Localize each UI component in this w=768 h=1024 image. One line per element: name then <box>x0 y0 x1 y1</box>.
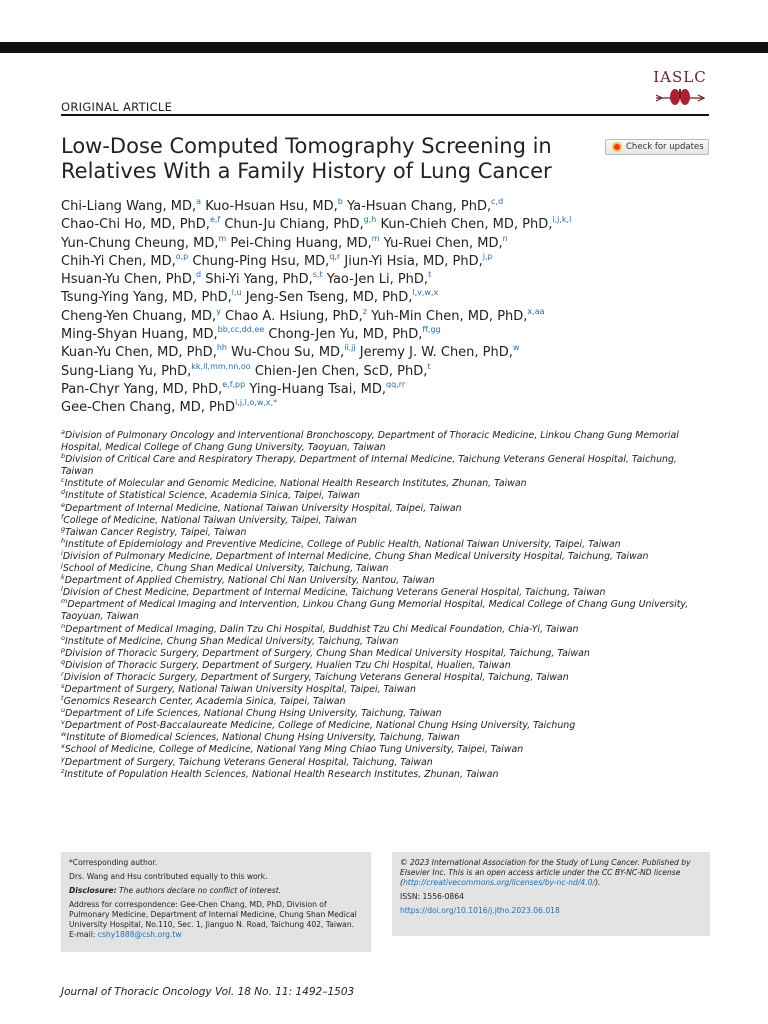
author-affiliation-marker[interactable]: i,j,k,l <box>552 215 572 225</box>
affiliation-item <box>61 657 711 672</box>
affiliation-text: Division of Chest Medicine, Department of Internal Medicine, Taichung Veterans General Hospital, Taichung, Taiwan <box>62 587 606 599</box>
affiliation-marker: z <box>61 766 65 775</box>
author-name: Jeremy J. W. Chen, PhD, <box>355 345 513 361</box>
affiliation-item <box>61 575 711 587</box>
author-line <box>61 289 721 307</box>
affiliation-text: Department of Surgery, National Taiwan University Hospital, Taipei, Taiwan <box>64 683 416 695</box>
doi-link[interactable]: https://doi.org/10.1016/j.jtho.2023.06.018 <box>400 906 560 915</box>
author-name: Pan-Chyr Yang, MD, PhD, <box>61 381 223 397</box>
affiliation-marker: x <box>61 742 65 751</box>
author-affiliation-marker[interactable]: s,t <box>312 270 323 280</box>
disclosure-label: Disclosure: <box>69 886 117 895</box>
author-line <box>61 271 721 289</box>
author-name: Kuan-Yu Chen, MD, PhD, <box>61 345 217 361</box>
affiliation-text: Department of Life Sciences, National Chung Hsing University, Taichung, Taiwan <box>65 708 442 720</box>
affiliation-marker: t <box>61 694 64 703</box>
author-name: Gee-Chen Chang, MD, PhD <box>61 400 236 416</box>
affiliation-text: Institute of Biomedical Sciences, National Chung Hsing University, Taichung, Taiwan <box>66 732 460 744</box>
author-name: Ming-Shyan Huang, MD, <box>61 327 218 343</box>
title-line: Low-Dose Computed Tomography Screening in <box>61 134 552 158</box>
author-affiliation-marker[interactable]: bb,cc,dd,ee <box>217 325 265 335</box>
author-line <box>61 253 721 271</box>
affiliation-marker: o <box>61 633 65 642</box>
author-name: Yao-Jen Li, PhD, <box>322 272 429 288</box>
disclosure-text: The authors declare no conflict of interest. <box>116 886 282 895</box>
email-link[interactable]: cshy1888@csh.org.tw <box>97 930 182 939</box>
affiliation-text: Institute of Molecular and Genomic Medicine, National Health Research Institutes, Zhunan, Taiwan <box>64 478 527 490</box>
affiliation-item <box>61 681 711 696</box>
author-name: Ya-Hsuan Chang, PhD, <box>342 199 492 214</box>
author-affiliation-marker[interactable]: t <box>428 270 432 280</box>
author-name: Chien-Jen Chen, ScD, PhD, <box>250 363 428 379</box>
author-name: Chi-Liang Wang, MD, <box>61 199 197 214</box>
affiliation-marker: w <box>61 730 67 739</box>
author-affiliation-marker[interactable]: j,p <box>482 251 493 261</box>
author-affiliation-marker[interactable]: t <box>427 361 431 371</box>
author-affiliation-marker[interactable]: l,v,w,x <box>412 288 439 298</box>
affiliation-item <box>61 766 711 781</box>
correspondence-address <box>69 900 363 940</box>
affiliation-item <box>61 512 711 527</box>
article-type: ORIGINAL ARTICLE <box>61 100 173 114</box>
author-name: Kuo-Hsuan Hsu, MD, <box>201 199 338 214</box>
affiliation-marker: u <box>61 706 66 715</box>
author-name: Kun-Chieh Chen, MD, PhD, <box>376 217 553 233</box>
author-name: Chun-Ju Chiang, PhD, <box>220 217 364 233</box>
article-title <box>61 134 591 184</box>
author-affiliation-marker[interactable]: c,d <box>491 197 504 206</box>
affiliation-marker: h <box>61 536 66 545</box>
affiliation-marker: l <box>61 585 63 594</box>
license-close: ). <box>595 878 601 887</box>
author-affiliation-marker[interactable]: y <box>216 306 221 316</box>
disclosure-note <box>69 886 363 896</box>
author-name: Chao-Chi Ho, MD, PhD, <box>61 217 210 233</box>
affiliation-item <box>61 536 711 551</box>
affiliation-marker: v <box>61 718 65 727</box>
author-affiliation-marker[interactable]: m <box>371 233 380 243</box>
affiliation-item <box>61 754 711 769</box>
affiliation-text: Division of Pulmonary Medicine, Department of Internal Medicine, Chung Shan Medical University Hospital, Taichung, Taiwan <box>62 550 649 562</box>
affiliation-text: Department of Applied Chemistry, National Chi Nan University, Nantou, Taiwan <box>64 575 435 587</box>
author-name: Yun-Chung Cheung, MD, <box>61 235 219 251</box>
author-affiliation-marker[interactable]: l,u <box>231 288 242 298</box>
affiliation-text: College of Medicine, National Taiwan University, Taipei, Taiwan <box>63 514 357 526</box>
license-link[interactable]: http://creativecommons.org/licenses/by-nc-nd/4.0/ <box>402 878 596 887</box>
author-affiliation-marker[interactable]: n <box>502 233 508 243</box>
affiliation-marker: p <box>61 645 66 654</box>
author-affiliation-marker[interactable]: i,j,l,o,w,x,* <box>235 398 278 408</box>
affiliation-text: Department of Post-Baccalaureate Medicine, College of Medicine, National Chung Hsing University, Taichung <box>64 720 576 732</box>
affiliation-marker: e <box>61 500 65 509</box>
crossmark-icon <box>612 142 622 152</box>
affiliation-text: Division of Thoracic Surgery, Department of Surgery, Chung Shan Medical University Hospital, Taichung, Taiwan <box>65 647 590 659</box>
affiliation-item <box>61 732 711 744</box>
check-for-updates-button[interactable] <box>605 139 709 155</box>
article-header <box>61 96 709 115</box>
author-line <box>61 399 721 417</box>
affiliation-marker: a <box>61 428 65 436</box>
lungs-icon <box>654 87 706 107</box>
author-name: Sung-Liang Yu, PhD, <box>61 363 192 379</box>
author-affiliation-marker[interactable]: a <box>196 197 202 206</box>
affiliation-item <box>61 548 711 563</box>
affiliation-text: Division of Thoracic Surgery, Department of Surgery, Taichung Veterans General Hospital, Taichung, Taiwan <box>63 671 569 683</box>
affiliation-marker: g <box>61 524 66 533</box>
affiliation-marker: b <box>61 452 66 461</box>
author-name: Chao A. Hsiung, PhD, <box>220 308 363 324</box>
affiliation-text: Institute of Medicine, Chung Shan Medical University, Taichung, Taiwan <box>64 635 399 647</box>
author-list <box>61 198 721 418</box>
affiliation-text: Division of Critical Care and Respiratory Therapy, Department of Internal Medicine, Taichung Veterans General Hospital, Taichung, Taiwan <box>61 454 677 478</box>
author-affiliation-marker[interactable]: hh <box>216 343 227 353</box>
affiliation-text: Institute of Statistical Science, Academia Sinica, Taipei, Taiwan <box>65 490 360 502</box>
affiliation-item <box>61 599 711 623</box>
author-line <box>61 216 721 234</box>
author-affiliation-marker[interactable]: g,h <box>363 215 377 225</box>
copyright-note <box>400 858 702 888</box>
author-name: Tsung-Ying Yang, MD, PhD, <box>61 290 232 306</box>
affiliation-item <box>61 587 711 599</box>
affiliation-text: Department of Internal Medicine, National Taiwan University Hospital, Taipei, Taiwan <box>65 502 462 514</box>
author-affiliation-marker[interactable]: z <box>362 306 367 316</box>
author-affiliation-marker[interactable]: d <box>196 270 202 280</box>
author-affiliation-marker[interactable]: w <box>512 343 520 353</box>
affiliation-text: Division of Pulmonary Oncology and Interventional Bronchoscopy, Department of Thoracic Medicine, Linkou Chang Gung Memorial Hospital, Medical College of Chang Gung University, Taoyuan, Taiwan <box>61 430 679 454</box>
author-name: Ying-Huang Tsai, MD, <box>245 381 386 397</box>
affiliation-text: Institute of Population Health Sciences, National Health Research Institutes, Zhunan, Taiwan <box>64 768 499 780</box>
affiliation-marker: f <box>61 512 64 521</box>
affiliation-item <box>61 744 711 756</box>
author-name: Pei-Ching Huang, MD, <box>226 235 372 251</box>
affiliation-list <box>61 430 711 781</box>
author-affiliation-marker[interactable]: b <box>337 197 343 206</box>
author-name: Cheng-Yen Chuang, MD, <box>61 308 217 324</box>
affiliation-item <box>61 478 711 490</box>
affiliation-marker: k <box>61 573 65 582</box>
author-notes-box <box>61 852 371 952</box>
header-rule <box>61 114 709 116</box>
affiliation-item <box>61 454 711 478</box>
author-name: Chih-Yi Chen, MD, <box>61 253 176 269</box>
affiliation-text: Department of Medical Imaging, Dalin Tzu Chi Hospital, Buddhist Tzu Chi Medical Foundation, Chia-Yi, Taiwan <box>65 623 579 635</box>
affiliation-item <box>61 500 711 515</box>
equal-contribution-note: Drs. Wang and Hsu contributed equally to this work. <box>69 872 268 881</box>
affiliation-text: Division of Thoracic Surgery, Department of Surgery, Hualien Tzu Chi Hospital, Hualien, Taiwan <box>65 659 511 671</box>
affiliation-marker: d <box>61 488 66 497</box>
author-affiliation-marker[interactable]: o,p <box>175 251 189 261</box>
affiliation-text: Taiwan Cancer Registry, Taipei, Taiwan <box>65 526 247 538</box>
title-line: Relatives With a Family History of Lung Cancer <box>61 159 552 183</box>
author-name: Chung-Ping Hsu, MD, <box>188 253 330 269</box>
author-name: Yu-Ruei Chen, MD, <box>379 235 503 251</box>
author-line <box>61 235 721 253</box>
affiliation-marker: n <box>61 621 66 630</box>
author-line <box>61 363 721 381</box>
affiliation-marker: j <box>61 561 63 570</box>
affiliation-item <box>61 645 711 660</box>
affiliation-item <box>61 633 711 648</box>
affiliation-text: Department of Medical Imaging and Intervention, Linkou Chang Gung Memorial Hospital, Medical College of Chang Gung University, Taoyuan, Taiwan <box>61 599 689 623</box>
affiliation-marker: c <box>61 476 65 485</box>
author-affiliation-marker[interactable]: m <box>218 233 227 243</box>
affiliation-text: Department of Surgery, Taichung Veterans General Hospital, Taichung, Taiwan <box>64 756 433 768</box>
affiliation-marker: q <box>61 657 66 666</box>
author-affiliation-marker[interactable]: ii,jj <box>344 343 356 353</box>
affiliation-marker: s <box>61 681 65 690</box>
author-name: Yuh-Min Chen, MD, PhD, <box>366 308 528 324</box>
affiliation-item <box>61 720 711 732</box>
journal-logo <box>650 68 710 112</box>
author-affiliation-marker[interactable]: q,r <box>329 251 341 261</box>
author-line <box>61 326 721 344</box>
affiliation-marker: m <box>61 597 68 606</box>
author-affiliation-marker[interactable]: e,f <box>209 215 221 225</box>
affiliation-text: School of Medicine, College of Medicine, National Yang Ming Chiao Tung University, Taipei, Taiwan <box>64 744 524 756</box>
issn: ISSN: 1556-0864 <box>400 892 464 901</box>
author-name: Wu-Chou Su, MD, <box>226 345 345 361</box>
author-line <box>61 381 721 399</box>
affiliation-text: School of Medicine, Chung Shan Medical University, Taichung, Taiwan <box>62 563 389 575</box>
author-affiliation-marker[interactable]: qq,rr <box>386 379 406 389</box>
author-affiliation-marker[interactable]: x,aa <box>527 306 545 316</box>
author-affiliation-marker[interactable]: e,f,pp <box>222 379 246 389</box>
logo-text: IASLC <box>653 68 707 86</box>
affiliation-marker: i <box>61 548 63 557</box>
affiliation-item <box>61 563 711 575</box>
journal-citation: Journal of Thoracic Oncology Vol. 18 No. 11: 1492–1503 <box>61 986 355 998</box>
author-line <box>61 344 721 362</box>
corresponding-note: *Corresponding author. <box>69 858 158 867</box>
author-name: Jeng-Sen Tseng, MD, PhD, <box>241 290 413 306</box>
license-box <box>392 852 710 936</box>
top-bar <box>0 42 768 53</box>
author-name: Chong-Jen Yu, MD, PhD, <box>264 327 423 343</box>
author-name: Hsuan-Yu Chen, PhD, <box>61 272 197 288</box>
author-affiliation-marker[interactable]: kk,ll,mm,nn,oo <box>191 361 251 371</box>
affiliation-item <box>61 490 711 502</box>
affiliation-marker: y <box>61 754 65 763</box>
affiliation-item <box>61 696 711 708</box>
affiliation-item <box>61 430 711 454</box>
address-text: Address for correspondence: Gee-Chen Chang, MD, PhD, Division of Pulmonary Medicine, Department of Internal Medicine, Chung Shan Medical University Hospital, No.110, Sec. 1, Jianguo N. Road, Taichung 402, Taiwan. E-mail: <box>69 900 357 939</box>
affiliation-text: Genomics Research Center, Academia Sinica, Taipei, Taiwan <box>63 696 346 708</box>
affiliation-item <box>61 669 711 684</box>
affiliation-item <box>61 621 711 636</box>
author-line <box>61 198 721 216</box>
license-text: © 2023 International Association for the Study of Lung Cancer. Published by Elsevier Inc. This is an open access article under the CC BY-NC-ND license ( <box>400 858 691 887</box>
author-name: Shi-Yi Yang, PhD, <box>201 272 313 288</box>
author-affiliation-marker[interactable]: ff,gg <box>422 325 441 335</box>
check-updates-label: Check for updates <box>626 142 704 152</box>
author-name: Jiun-Yi Hsia, MD, PhD, <box>340 253 483 269</box>
affiliation-marker: r <box>61 669 64 678</box>
affiliation-item <box>61 708 711 720</box>
affiliation-text: Institute of Epidemiology and Preventive Medicine, College of Public Health, National Taiwan University, Taipei, Taiwan <box>65 538 621 550</box>
author-line <box>61 308 721 326</box>
affiliation-item <box>61 524 711 539</box>
